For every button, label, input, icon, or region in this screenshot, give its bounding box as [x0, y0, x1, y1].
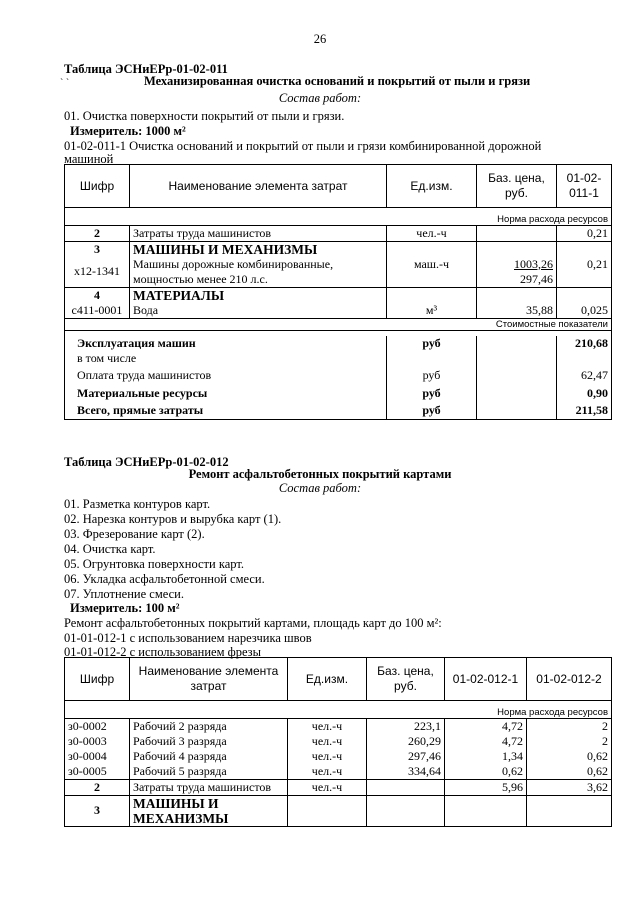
summary-unit: руб	[387, 402, 477, 420]
row-name: Вода	[130, 303, 387, 319]
row-price: 334,64	[367, 764, 445, 780]
summary-unit: руб	[387, 366, 477, 384]
table2-title: Таблица ЭСНиЕРр-01-02-012	[64, 455, 229, 469]
row-value-1: 4,72	[445, 718, 527, 734]
header-name: Наименование элемента затрат	[130, 165, 387, 208]
row-price: 297,46	[367, 749, 445, 764]
table2-sostav: Состав работ:	[278, 481, 362, 495]
resource-table-2	[64, 657, 612, 827]
row-value-2: 3,62	[527, 779, 612, 795]
summary-name: Эксплуатация машин	[65, 336, 387, 351]
row-name: Рабочий 3 разряда	[130, 734, 288, 749]
table-row	[65, 749, 612, 764]
table2-step: 05. Огрунтовка поверхности карт.	[64, 557, 244, 571]
row-unit: чел.-ч	[288, 779, 367, 795]
table-row	[65, 795, 612, 826]
row-unit: чел.-ч	[288, 718, 367, 734]
section-heading: МАШИНЫ И МЕХАНИЗМЫ	[130, 241, 387, 257]
summary-row	[65, 366, 612, 384]
header-unit: Ед.изм.	[387, 165, 477, 208]
table1-step: 01. Очистка поверхности покрытий от пыли и грязи.	[64, 109, 345, 123]
row-code: з0-0005	[65, 764, 130, 780]
table1-marks: ` `	[60, 78, 70, 89]
row-value: 0,21	[557, 257, 612, 288]
header-col1: 01-02-012-1	[445, 658, 527, 701]
table-row	[65, 303, 612, 319]
summary-unit: руб	[387, 384, 477, 402]
row-price: 260,29	[367, 734, 445, 749]
header-col2: 01-02-012-2	[527, 658, 612, 701]
summary-value: 211,58	[557, 402, 612, 420]
summary-name: Оплата труда машинистов	[65, 366, 387, 384]
row-name: Рабочий 5 разряда	[130, 764, 288, 780]
row-price-line2: 297,46	[520, 271, 553, 286]
stat-label-row	[65, 318, 612, 330]
table1-desc-line1: 01-02-011-1 Очистка оснований и покрытий от пыли и грязи комбинированной дорожной	[64, 139, 542, 153]
summary-name: в том числе	[65, 351, 387, 366]
table-row	[65, 257, 612, 288]
table-row	[65, 718, 612, 734]
row-code: 2	[65, 225, 130, 241]
table-row	[65, 225, 612, 241]
header-price: Баз. цена, руб.	[477, 165, 557, 208]
summary-value: 0,90	[557, 384, 612, 402]
table2-step: 01. Разметка контуров карт.	[64, 497, 211, 511]
row-unit: чел.-ч	[288, 764, 367, 780]
row-name: Затраты труда машинистов	[130, 225, 387, 241]
summary-row	[65, 384, 612, 402]
table-row	[65, 287, 612, 303]
row-value-2: 2	[527, 734, 612, 749]
page-number: 26	[313, 32, 327, 46]
table-row	[65, 734, 612, 749]
summary-value: 62,47	[557, 366, 612, 384]
row-value-1: 5,96	[445, 779, 527, 795]
section-heading: МАТЕРИАЛЫ	[130, 287, 387, 303]
table-row	[65, 241, 612, 257]
table2-measure: Измеритель: 100 м²	[70, 601, 180, 615]
table2-step: 02. Нарезка контуров и вырубка карт (1).	[64, 512, 282, 526]
header-name: Наименование элемента затрат	[130, 658, 288, 701]
table2-step: 03. Фрезерование карт (2).	[64, 527, 205, 541]
table2-step: 04. Очистка карт.	[64, 542, 156, 556]
row-code: 2	[65, 779, 130, 795]
table1-desc-line2: машиной	[64, 152, 114, 166]
table1-heading: Механизированная очистка оснований и покрытий от пыли и грязи	[144, 74, 531, 88]
row-code: 4	[65, 287, 130, 303]
summary-row	[65, 351, 612, 366]
row-value-2: 0,62	[527, 749, 612, 764]
header-code: Шифр	[65, 165, 130, 208]
table2-desc-line2: 01-01-012-1 с использованием нарезчика швов	[64, 631, 312, 645]
row-value-1: 0,62	[445, 764, 527, 780]
row-code: з0-0004	[65, 749, 130, 764]
row-value-1: 1,34	[445, 749, 527, 764]
table2-heading: Ремонт асфальтобетонных покрытий картами	[188, 467, 452, 481]
table2-step: 07. Уплотнение смеси.	[64, 587, 184, 601]
table2-desc-line3: 01-01-012-2 с использованием фрезы	[64, 645, 261, 659]
table2-desc-line1: Ремонт асфальтобетонных покрытий картами, площадь карт до 100 м²:	[64, 616, 442, 630]
row-name: Затраты труда машинистов	[130, 779, 288, 795]
row-price: 35,88	[477, 303, 557, 319]
row-code: с411-0001	[65, 303, 130, 319]
table-row	[65, 764, 612, 780]
row-name: Рабочий 4 разряда	[130, 749, 288, 764]
header-unit: Ед.изм.	[288, 658, 367, 701]
header-price: Баз. цена, руб.	[367, 658, 445, 701]
row-code: з0-0002	[65, 718, 130, 734]
row-value-2: 2	[527, 718, 612, 734]
section-heading-line1: МАШИНЫ И	[133, 795, 219, 811]
row-code: 3	[65, 795, 130, 826]
row-name	[130, 257, 387, 288]
norm-label-row	[65, 214, 612, 226]
table-header-row	[65, 165, 612, 208]
row-value: 0,025	[557, 303, 612, 319]
row-unit: чел.-ч	[387, 225, 477, 241]
row-price	[477, 225, 557, 241]
row-unit: чел.-ч	[288, 749, 367, 764]
summary-row	[65, 336, 612, 351]
row-price	[477, 257, 557, 288]
summary-value: 210,68	[557, 336, 612, 351]
row-code: х12-1341	[65, 257, 130, 288]
table2-step: 06. Укладка асфальтобетонной смеси.	[64, 572, 265, 586]
row-price: 223,1	[367, 718, 445, 734]
norm-label: Норма расхода ресурсов	[65, 707, 612, 719]
summary-row	[65, 402, 612, 420]
row-name: Рабочий 2 разряда	[130, 718, 288, 734]
table-header-row	[65, 658, 612, 701]
header-code: Шифр	[65, 658, 130, 701]
row-unit: чел.-ч	[288, 734, 367, 749]
table1-sostav: Состав работ:	[278, 91, 362, 105]
table-row	[65, 779, 612, 795]
row-name-line1: Машины дорожные комбинированные,	[133, 256, 334, 271]
row-unit: маш.-ч	[387, 257, 477, 288]
stat-label: Стоимостные показатели	[65, 318, 612, 330]
row-value: 0,21	[557, 225, 612, 241]
row-value-1: 4,72	[445, 734, 527, 749]
norm-label-row	[65, 707, 612, 719]
row-code: з0-0003	[65, 734, 130, 749]
row-code: 3	[65, 241, 130, 257]
section-heading-line2: МЕХАНИЗМЫ	[133, 810, 229, 826]
norm-label: Норма расхода ресурсов	[65, 214, 612, 226]
summary-unit: руб	[387, 336, 477, 351]
table1-measure: Измеритель: 1000 м²	[70, 124, 186, 138]
table1-title: Таблица ЭСНиЕРр-01-02-011	[64, 62, 228, 76]
row-price-line1: 1003,26	[514, 256, 553, 271]
resource-table-1	[64, 164, 612, 420]
section-heading	[130, 795, 288, 826]
row-unit: м³	[387, 303, 477, 319]
row-name-line2: мощностью менее 210 л.с.	[133, 271, 268, 286]
summary-name: Всего, прямые затраты	[65, 402, 387, 420]
summary-name: Материальные ресурсы	[65, 384, 387, 402]
row-value-2: 0,62	[527, 764, 612, 780]
header-col1: 01-02-011-1	[557, 165, 612, 208]
